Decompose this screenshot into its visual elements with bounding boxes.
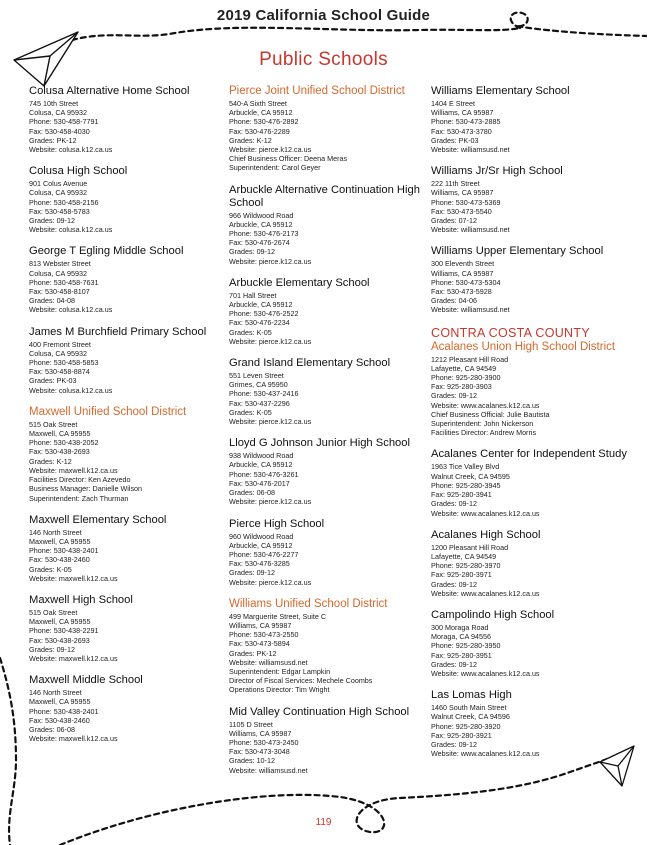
entry-detail-line: 1200 Pleasant Hill Road [431,542,509,552]
entry-detail-line: Fax: 530-473-5894 [229,639,290,649]
entry-detail-line: Website: pierce.k12.ca.us [229,256,312,266]
entry-detail-line: 901 Colus Avenue [29,179,88,189]
entry-detail-line: Phone: 925-280-3950 [431,641,501,651]
entry-detail-line: Facilities Director: Ken Azevedo [29,475,131,485]
entry-detail-line: Website: colusa.k12.ca.us [29,145,113,155]
entry-detail-line: Phone: 530-476-3261 [229,469,299,479]
entry-detail-line: Website: williamsusd.net [229,657,308,667]
school-entry [229,184,424,266]
school-name: Grand Island Elementary School [229,357,391,370]
entry-detail-line: Williams, CA 95987 [229,620,292,630]
entry-detail-line: 515 Oak Street [29,607,78,617]
school-name: James M Burchfield Primary School [29,325,207,338]
school-name: Pierce High School [229,517,325,530]
entry-detail-line: Website: williamsusd.net [431,145,510,155]
entry-detail-line: Fax: 530-458-4030 [29,126,90,136]
school-entry [431,689,631,758]
entry-detail-line: 540-A Sixth Street [229,99,287,108]
school-entry [229,357,424,426]
school-name: Acalanes High School [431,528,541,541]
entry-detail-line: Phone: 530-473-2550 [229,630,299,640]
entry-detail-line: 551 Leven Street [229,371,284,381]
entry-detail-line: Moraga, CA 94556 [431,632,491,642]
entry-detail-line: Walnut Creek, CA 94595 [431,471,510,481]
entry-detail-line: 745 10th Street [29,99,79,108]
entry-detail-line: Phone: 925-280-3970 [431,561,501,571]
listing-column-1 [29,85,219,754]
entry-detail-line: Phone: 530-438-2401 [29,706,99,716]
entry-detail-line: Phone: 530-438-2291 [29,626,99,636]
entry-detail-line: Fax: 530-458-5783 [29,206,90,216]
entry-detail-line: Website: pierce.k12.ca.us [229,336,312,346]
entry-detail-line: Arbuckle, CA 95912 [229,300,293,310]
entry-detail-line: 1963 Tice Valley Blvd [431,462,500,472]
district-entry [229,85,424,173]
entry-detail-line: Phone: 530-458-7631 [29,277,99,287]
entry-detail-line: Lafayette, CA 94549 [431,551,497,561]
entry-detail-line: Grades: 07-12 [431,216,477,226]
entry-detail-line: Website: williamsusd.net [431,225,510,235]
entry-detail-line: Phone: 530-476-2173 [229,229,299,239]
entry-detail-line: Grades: PK-12 [229,648,277,658]
entry-detail-line: Phone: 530-473-2885 [431,117,501,127]
entry-detail-line: Williams, CA 95987 [229,728,292,738]
entry-detail-line: Grades: 09-12 [431,391,477,401]
entry-detail-line: 300 Moraga Road [431,622,489,632]
entry-detail-line: Grades: K-05 [229,407,272,417]
entry-detail-line: 966 Wildwood Road [229,210,294,220]
entry-detail-line: Grades: 09-12 [431,739,477,749]
entry-detail-line: Maxwell, CA 95955 [29,697,91,707]
entry-detail-line: 1212 Pleasant Hill Road [431,354,509,364]
school-entry [29,245,219,314]
entry-detail-line: Colusa, CA 95932 [29,188,87,198]
entry-detail-line: Fax: 925-280-3971 [431,570,492,580]
school-entry [29,165,219,234]
county-heading [431,326,631,340]
school-name: Las Lomas High [431,689,512,702]
entry-detail-line: Williams, CA 95987 [431,268,494,278]
entry-detail-line: Grades: K-12 [29,456,72,466]
entry-detail-line: Fax: 530-458-8874 [29,367,90,377]
entry-detail-line: Fax: 925-280-3903 [431,382,492,392]
entry-detail-line: 960 Wildwood Road [229,531,294,541]
entry-detail-line: Grades: K-05 [29,564,72,574]
entry-detail-line: Phone: 530-473-5369 [431,197,501,207]
entry-detail-line: 499 Marguerite Street, Suite C [229,611,327,621]
entry-detail-line: Fax: 925-280-3941 [431,490,492,500]
district-entry [431,341,631,438]
entry-detail-line: 701 Hall Street [229,290,277,300]
entry-detail-line: Phone: 530-473-5304 [431,277,501,287]
listing-column-2 [229,85,424,786]
entry-detail-line: Walnut Creek, CA 94596 [431,712,510,722]
entry-detail-line: Maxwell, CA 95955 [29,429,91,439]
entry-detail-line: Fax: 530-473-5928 [431,287,492,297]
entry-detail-line: Fax: 530-476-2234 [229,318,290,328]
school-entry [229,437,424,506]
district-name: Williams Unified School District [229,597,388,610]
entry-detail-line: Superintendent: John Nickerson [431,419,534,429]
entry-detail-line: Williams, CA 95987 [431,188,494,198]
entry-detail-line: Fax: 530-458-8107 [29,287,90,297]
entry-detail-line: 400 Fremont Street [29,339,91,349]
entry-detail-line: Fax: 530-473-3048 [229,747,290,757]
entry-detail-line: Grades: 04-08 [29,296,75,306]
entry-detail-line: Grades: K-05 [229,327,272,337]
entry-detail-line: Phone: 925-280-3920 [431,721,501,731]
entry-detail-line: Grades: PK-12 [29,135,77,145]
entry-detail-line: Phone: 530-458-2156 [29,197,99,207]
entry-detail-line: Phone: 530-476-2522 [229,309,299,319]
entry-detail-line: Arbuckle, CA 95912 [229,540,293,550]
school-name: Maxwell High School [29,593,133,606]
entry-detail-line: Fax: 530-437-2296 [229,398,290,408]
school-name: Maxwell Middle School [29,674,143,687]
school-name: Acalanes Center for Independent Study [431,448,627,461]
entry-detail-line: Website: williamsusd.net [229,765,308,775]
school-entry [431,609,631,678]
entry-detail-line: Website: pierce.k12.ca.us [229,417,312,427]
district-entry [29,406,219,503]
school-entry [431,85,631,154]
entry-detail-line: Facilities Director: Andrew Morris [431,428,537,438]
entry-detail-line: Grades: 04-06 [431,296,477,306]
listing-column-3 [431,85,631,769]
entry-detail-line: Operations Director: Tim Wright [229,685,330,695]
school-name: Mid Valley Continuation High School [229,705,410,718]
school-entry [29,594,219,663]
entry-detail-line: Fax: 925-280-3921 [431,730,492,740]
entry-detail-line: Grades: 09-12 [431,659,477,669]
entry-detail-line: Colusa, CA 95932 [29,348,87,358]
school-entry [229,277,424,346]
entry-detail-line: Phone: 530-437-2416 [229,389,299,399]
entry-detail-line: 1404 E Street [431,99,475,108]
top-dashed-path [72,28,520,40]
entry-detail-line: Grades: 09-12 [431,579,477,589]
entry-detail-line: 938 Wildwood Road [229,451,294,461]
school-name: Lloyd G Johnson Junior High School [229,437,410,450]
entry-detail-line: Arbuckle, CA 95912 [229,219,293,229]
entry-detail-line: Lafayette, CA 94549 [431,363,497,373]
school-name: Colusa Alternative Home School [29,85,190,97]
entry-detail-line: Grades: 09-12 [229,568,275,578]
entry-detail-line: Superintendent: Edgar Lampkin [229,666,331,676]
entry-detail-line: Grades: 09-12 [431,499,477,509]
district-entry [229,598,424,695]
entry-detail-line: Grades: 06-08 [229,488,275,498]
entry-detail-line: Website: maxwell.k12.ca.us [29,734,118,744]
entry-detail-line: Superintendent: Zach Thurman [29,493,129,503]
entry-detail-line: Fax: 530-438-2460 [29,555,90,565]
entry-detail-line: 222 11th Street [431,179,480,189]
entry-detail-line: Phone: 530-438-2401 [29,546,99,556]
entry-detail-line: 813 Webster Street [29,259,91,269]
district-name: Acalanes Union High School District [431,340,616,353]
school-entry [431,245,631,314]
entry-detail-line: Grades: 09-12 [29,216,75,226]
district-name: Maxwell Unified School District [29,405,187,418]
entry-detail-line: Grades: 10-12 [229,756,275,766]
school-name: Arbuckle Alternative Continuation High School [229,183,420,209]
entry-detail-line: Fax: 530-476-2674 [229,238,290,248]
entry-detail-line: Director of Fiscal Services: Mechele Coombs [229,676,373,686]
entry-detail-line: Arbuckle, CA 95912 [229,108,293,118]
entry-detail-line: Website: colusa.k12.ca.us [29,305,113,315]
section-title: Public Schools [259,49,388,70]
school-entry [229,518,424,587]
entry-detail-line: Fax: 530-476-2289 [229,126,290,136]
entry-detail-line: Phone: 530-458-7791 [29,117,99,127]
entry-detail-line: Phone: 530-438-2052 [29,438,99,448]
entry-detail-line: 146 North Street [29,688,82,698]
school-name: Williams Jr/Sr High School [431,165,563,178]
entry-detail-line: Fax: 530-473-3780 [431,126,492,136]
entry-detail-line: Superintendent: Carol Geyer [229,163,321,173]
entry-detail-line: Website: maxwell.k12.ca.us [29,465,118,475]
entry-detail-line: Colusa, CA 95932 [29,108,87,118]
entry-detail-line: Website: maxwell.k12.ca.us [29,653,118,663]
school-entry [431,165,631,234]
school-entry [431,448,631,517]
school-entry [431,529,631,598]
entry-detail-line: Website: williamsusd.net [431,305,510,315]
school-name: Campolindo High School [431,608,555,621]
entry-detail-line: Williams, CA 95987 [431,108,494,118]
entry-detail-line: Website: colusa.k12.ca.us [29,385,113,395]
entry-detail-line: Grades: 09-12 [229,247,275,257]
school-name: Arbuckle Elementary School [229,276,370,289]
entry-detail-line: Fax: 530-476-3285 [229,559,290,569]
entry-detail-line: Grades: PK-03 [29,376,77,386]
entry-detail-line: Chief Business Official: Julie Bautista [431,409,550,419]
entry-detail-line: Maxwell, CA 95955 [29,617,91,627]
entry-detail-line: Phone: 925-280-3945 [431,480,501,490]
school-entry [29,514,219,583]
school-name: Williams Elementary School [431,85,570,97]
entry-detail-line: Phone: 530-476-2892 [229,117,299,127]
entry-detail-line: Fax: 530-438-2693 [29,447,90,457]
guide-title: 2019 California School Guide [216,7,431,24]
entry-detail-line: Fax: 530-438-2693 [29,635,90,645]
school-name: Maxwell Elementary School [29,513,167,526]
school-entry [29,85,219,154]
entry-detail-line: Phone: 530-473-2450 [229,737,299,747]
entry-detail-line: Website: www.acalanes.k12.ca.us [431,668,540,678]
school-entry [29,326,219,395]
entry-detail-line: Maxwell, CA 95955 [29,536,91,546]
entry-detail-line: Fax: 925-280-3951 [431,650,492,660]
county-name: CONTRA COSTA COUNTY [431,325,590,340]
entry-detail-line: Chief Business Officer: Deena Meras [229,154,348,164]
entry-detail-line: Grades: 09-12 [29,644,75,654]
entry-detail-line: Phone: 925-280-3900 [431,373,501,383]
entry-detail-line: Grades: 06-08 [29,724,75,734]
entry-detail-line: Website: pierce.k12.ca.us [229,497,312,507]
entry-detail-line: Fax: 530-473-5540 [431,206,492,216]
school-entry [29,674,219,743]
entry-detail-line: Grades: K-12 [229,135,272,145]
entry-detail-line: Phone: 530-476-2277 [229,549,299,559]
entry-detail-line: 300 Eleventh Street [431,259,495,269]
entry-detail-line: Grades: PK-03 [431,135,479,145]
entry-detail-line: Colusa, CA 95932 [29,268,87,278]
entry-detail-line: Website: www.acalanes.k12.ca.us [431,588,540,598]
school-entry [229,706,424,775]
entry-detail-line: Website: pierce.k12.ca.us [229,145,312,155]
entry-detail-line: Fax: 530-476-2017 [229,478,290,488]
entry-detail-line: Fax: 530-438-2460 [29,715,90,725]
district-name: Pierce Joint Unified School District [229,85,405,97]
entry-detail-line: Phone: 530-458-5853 [29,358,99,368]
entry-detail-line: Website: maxwell.k12.ca.us [29,573,118,583]
entry-detail-line: Website: colusa.k12.ca.us [29,225,113,235]
entry-detail-line: Website: www.acalanes.k12.ca.us [431,400,540,410]
entry-detail-line: Grimes, CA 95950 [229,380,288,390]
entry-detail-line: Business Manager: Danielle Wilson [29,484,143,494]
entry-detail-line: Website: www.acalanes.k12.ca.us [431,508,540,518]
entry-detail-line: 1460 South Main Street [431,703,507,713]
school-name: George T Egling Middle School [29,245,184,258]
entry-detail-line: 515 Oak Street [29,419,78,429]
entry-detail-line: Website: pierce.k12.ca.us [229,577,312,587]
school-name: Williams Upper Elementary School [431,245,604,258]
page-number: 119 [315,817,332,828]
entry-detail-line: 1105 D Street [229,719,273,729]
entry-detail-line: 146 North Street [29,527,82,537]
entry-detail-line: Arbuckle, CA 95912 [229,460,293,470]
school-name: Colusa High School [29,165,128,178]
entry-detail-line: Website: www.acalanes.k12.ca.us [431,749,540,759]
